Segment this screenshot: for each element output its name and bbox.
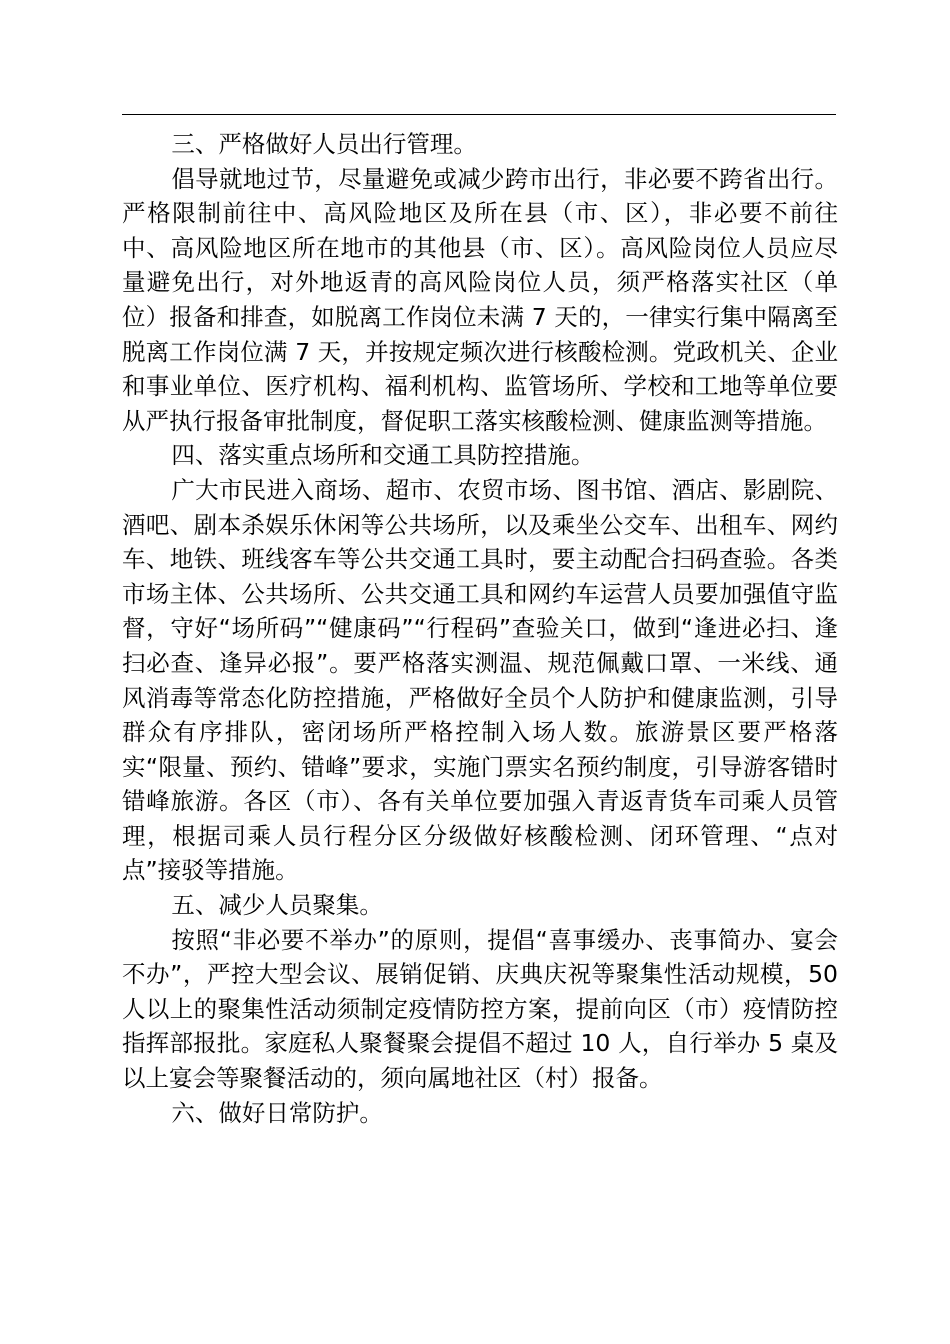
- paragraph-venue-transport-control: 广大市民进入商场、超市、农贸市场、图书馆、酒店、影剧院、酒吧、剧本杀娱乐休闲等公共场所，以及乘坐公交车、出租车、网约车、地铁、班线客车等公共交通工具时，要主动配合扫码查验。各类市场主体、公共场所、公共交通工具和网约车运营人员要加强值守监督，守好“场所码”“健康码”“行程码”查验关口，做到“逢进必扫、逢扫必查、逢异必报”。要严格落实测温、规范佩戴口罩、一米线、通风消毒等常态化防控措施，严格做好全员个人防护和健康监测，引导群众有序排队，密闭场所严格控制入场人数。旅游景区要严格落实“限量、预约、错峰”要求，实施门票实名预约制度，引导游客错时错峰旅游。各区（市）、各有关单位要加强入青返青货车司乘人员管理，根据司乘人员行程分区分级做好核酸检测、闭环管理、“点对点”接驳等措施。: [122, 475, 838, 885]
- paragraph-reduce-gatherings: 按照“非必要不举办”的原则，提倡“喜事缓办、丧事简办、宴会不办”，严控大型会议、展销促销、庆典庆祝等聚集性活动规模，50 人以上的聚集性活动须制定疫情防控方案，提前向区（市）疫情防控指挥部报批。家庭私人聚餐聚会提倡不超过 10 人，自行举办 5 桌及以上宴会等聚餐活动的，须向属地社区（村）报备。: [122, 925, 838, 1093]
- section-heading-3: 三、严格做好人员出行管理。: [171, 130, 477, 158]
- section-heading-6: 六、做好日常防护。: [171, 1098, 383, 1127]
- section-heading-4: 四、落实重点场所和交通工具防控措施。: [171, 441, 595, 470]
- header-rule: [122, 114, 836, 115]
- paragraph-travel-management: 倡导就地过节，尽量避免或减少跨市出行，非必要不跨省出行。严格限制前往中、高风险地区及所在县（市、区），非必要不前往中、高风险地区所在地市的其他县（市、区）。高风险岗位人员应尽量避免出行，对外地返青的高风险岗位人员，须严格落实社区（单位）报备和排查，如脱离工作岗位未满 7 天的，一律实行集中隔离至脱离工作岗位满 7 天，并按规定频次进行核酸检测。党政机关、企业和事业单位、医疗机构、福利机构、监管场所、学校和工地等单位要从严执行报备审批制度，督促职工落实核酸检测、健康监测等措施。: [122, 164, 838, 435]
- document-body: [122, 127, 838, 1130]
- section-heading-5: 五、减少人员聚集。: [171, 891, 383, 920]
